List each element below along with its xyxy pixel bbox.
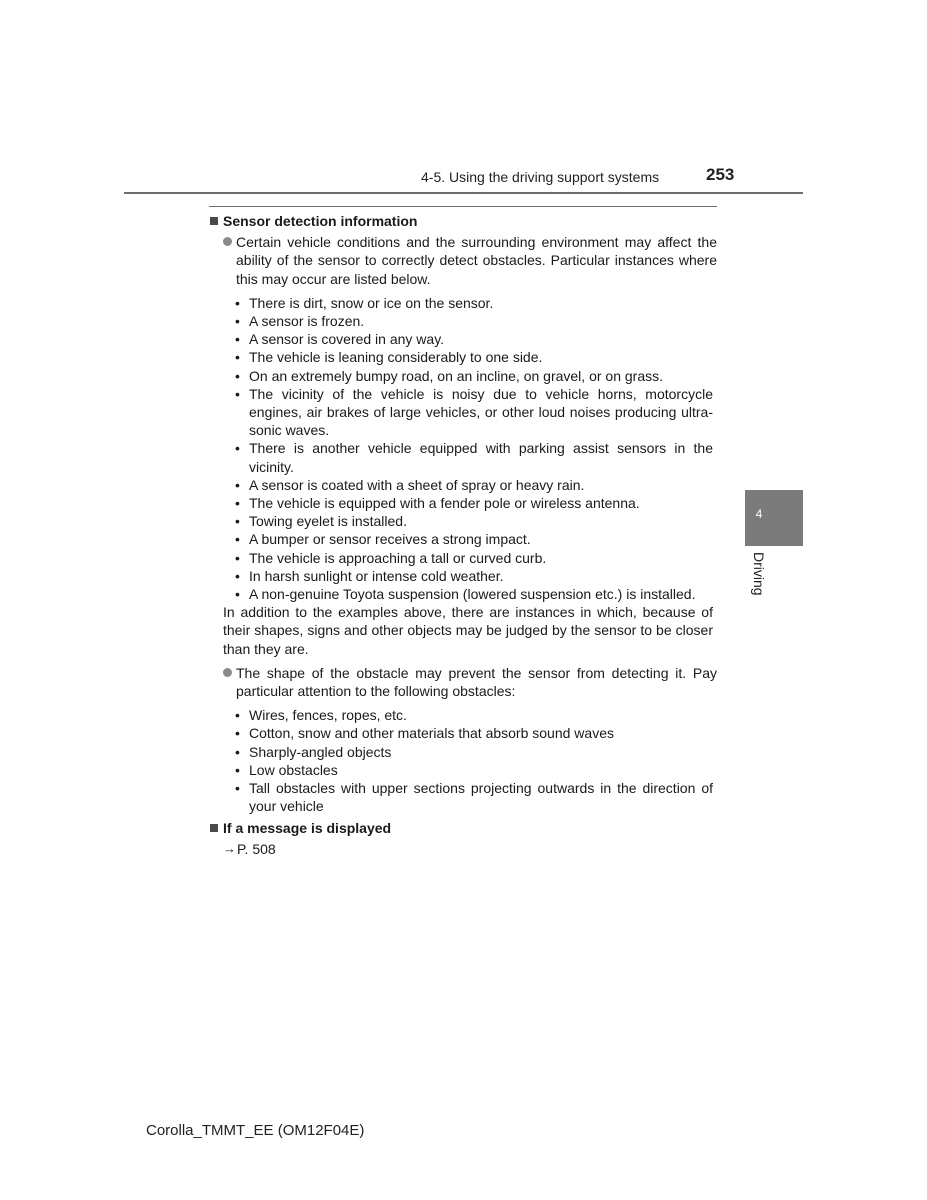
- list-item: • The vehicle is equipped with a fender pole or wireless antenna.: [210, 494, 717, 512]
- section-heading: [210, 819, 717, 837]
- bullet-list: [210, 706, 717, 815]
- list-item: • A sensor is coated with a sheet of spray or heavy rain.: [210, 476, 717, 494]
- arrow-right-icon: →: [223, 840, 236, 856]
- list-item: • The vehicle is leaning considerably to one side.: [210, 348, 717, 366]
- page-reference-text: P. 508: [237, 840, 276, 857]
- header-divider: [124, 192, 803, 194]
- list-item: • The vehicle is approaching a tall or curved curb.: [210, 549, 717, 567]
- list-item: • A non-genuine Toyota suspension (lowered suspension etc.) is installed.: [210, 585, 717, 603]
- chapter-tab-number: 4: [755, 507, 763, 521]
- document-footer: Corolla_TMMT_EE (OM12F04E): [146, 1122, 365, 1139]
- circle-bullet-icon: [223, 668, 232, 677]
- section-heading-text: Sensor detection information: [223, 213, 418, 229]
- circle-item-text: Certain vehicle conditions and the surrounding environment may affect the ability of the sensor to correctly detect obstacles. Particular instances where this may occur are listed below.: [236, 234, 717, 287]
- content-divider: [209, 206, 717, 207]
- square-bullet-icon: [210, 217, 218, 225]
- section-heading-text: If a message is displayed: [223, 819, 392, 836]
- list-item: • Wires, fences, ropes, etc.: [210, 706, 717, 724]
- list-item: • Cotton, snow and other materials that absorb sound waves: [210, 724, 717, 742]
- circle-item: [210, 664, 717, 700]
- bullet-list: [210, 294, 717, 603]
- list-item: • Tall obstacles with upper sections projecting outwards in the direction of your vehicle: [210, 779, 717, 815]
- chapter-tab-label: Driving: [751, 552, 767, 596]
- list-item: • Low obstacles: [210, 761, 717, 779]
- circle-bullet-icon: [223, 237, 232, 246]
- list-item: • A sensor is covered in any way.: [210, 330, 717, 348]
- list-item: • Towing eyelet is installed.: [210, 512, 717, 530]
- list-item: • Sharply-angled objects: [210, 743, 717, 761]
- section-heading: [210, 212, 717, 230]
- list-item: • There is another vehicle equipped with parking assist sensors in the vicinity.: [210, 439, 717, 475]
- circle-item-text: The shape of the obstacle may prevent the sensor from detecting it. Pay particular attention to the following obstacles:: [236, 664, 717, 700]
- page-content: [210, 212, 717, 858]
- circle-item: [210, 233, 717, 288]
- list-item: • There is dirt, snow or ice on the sensor.: [210, 294, 717, 312]
- list-item: • A sensor is frozen.: [210, 312, 717, 330]
- square-bullet-icon: [210, 824, 218, 832]
- page-number: 253: [706, 165, 735, 184]
- running-header: 4-5. Using the driving support systems: [421, 169, 660, 185]
- list-item: • The vicinity of the vehicle is noisy due to vehicle horns, motorcycle engines, air brakes of large vehicles, or other loud noises producing ultra-sonic waves.: [210, 385, 717, 440]
- paragraph: In addition to the examples above, there are instances in which, because of their shapes, signs and other objects may be judged by the sensor to be closer than they are.: [223, 604, 713, 657]
- list-item: • In harsh sunlight or intense cold weather.: [210, 567, 717, 585]
- list-item: • A bumper or sensor receives a strong impact.: [210, 530, 717, 548]
- list-item: • On an extremely bumpy road, on an incline, on gravel, or on grass.: [210, 367, 717, 385]
- page-reference[interactable]: [210, 840, 717, 858]
